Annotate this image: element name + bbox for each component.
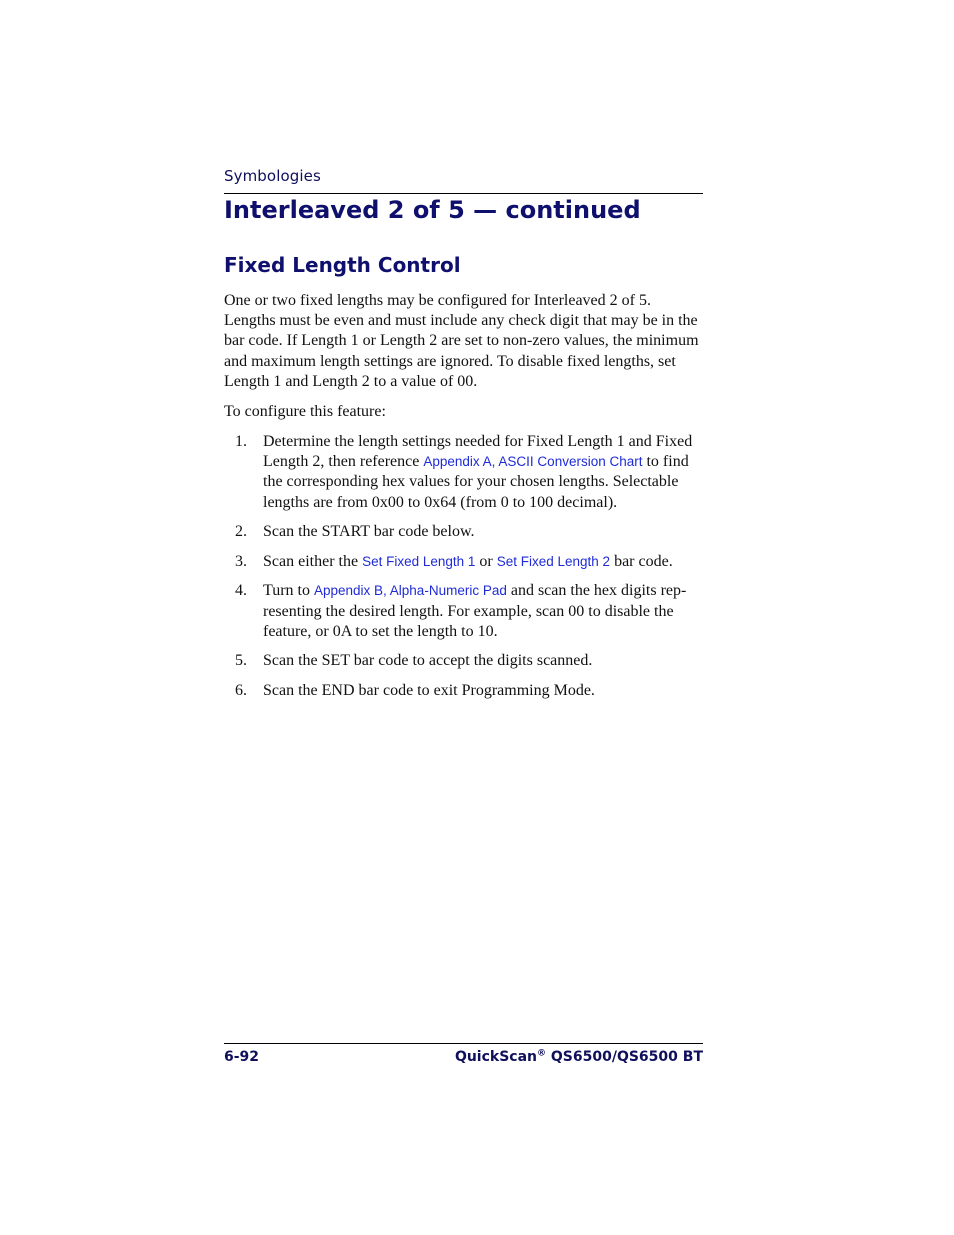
step-text: Scan the END bar code to exit Programming Mode. [263,681,595,699]
link-set-fixed-length-1[interactable]: Set Fixed Length 1 [362,553,476,569]
link-appendix-a[interactable]: Appendix A, ASCII Conversion Chart [423,454,643,470]
page-number: 6-92 [224,1049,260,1065]
step-text: Scan either the [263,552,363,570]
step-2 [224,522,704,542]
step-6 [224,681,704,701]
intro-paragraph: One or two fixed lengths may be configured for Interleaved 2 of 5. Lengths must be even and must include any check digit that may be in the bar code. If Length 1 or Length 2 are set to non-zero values, the minimum and maximum length settings are ignored. To disable fixed lengths, set Length 1 and Length 2 to a value of 00. [224,292,699,390]
header-rule [224,193,703,194]
running-head: Symbologies [224,167,321,185]
step-number: 1. [235,433,247,450]
product-brand: QuickScan [454,1049,538,1065]
step-3 [224,552,704,572]
step-5 [224,651,704,671]
product-models: QS6500/QS6500 BT [546,1049,703,1065]
configure-lead: To configure this feature: [224,403,386,420]
step-text: Scan the SET bar code to accept the digits scanned. [263,652,593,670]
configuration-steps [224,432,704,711]
step-text: Scan the START bar code below. [263,523,475,541]
step-4 [224,581,704,642]
step-number: 2. [235,523,247,541]
step-text: Turn to [263,582,314,600]
product-name [455,1049,703,1065]
document-page [224,0,703,1235]
step-number: 5. [235,652,247,670]
step-text: bar code. [610,552,673,570]
step-text: or [475,552,497,570]
step-number: 4. [235,582,247,600]
step-text: to find the corresponding hex values for your chosen lengths. Selectable lengths are from 0x00 to 0x64 (from 0 to 100 decimal). [263,453,689,511]
registered-mark: ® [537,1048,547,1059]
step-1 [224,432,704,513]
section-title: Fixed Length Control [224,253,461,277]
chapter-title: Interleaved 2 of 5 — continued [224,196,641,224]
step-text: and scan the hex digits representing the desired length. For example, scan 00 to disable the feature, or 0A to set the length to 10. [263,582,687,640]
link-appendix-b[interactable]: Appendix B, Alpha-Numeric Pad [313,583,507,599]
step-text: Determine the length settings needed for Fixed Length 1 and Fixed Length 2, then reference [263,433,693,471]
footer-rule [224,1043,703,1044]
step-number: 6. [235,681,247,699]
link-set-fixed-length-2[interactable]: Set Fixed Length 2 [496,553,611,569]
step-number: 3. [235,552,247,570]
